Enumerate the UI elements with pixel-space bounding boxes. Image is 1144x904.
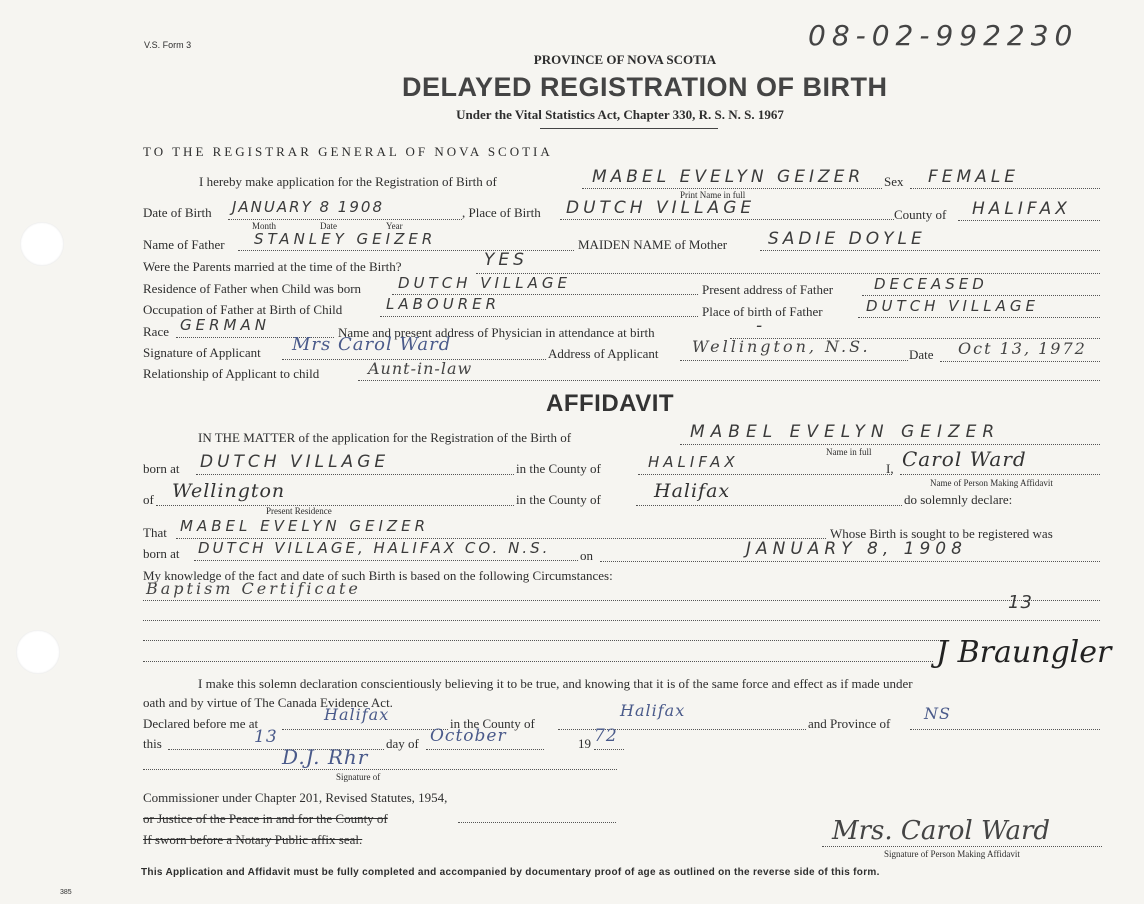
punch-hole-bottom [16, 630, 60, 674]
year-field-line [594, 749, 624, 750]
born-at-value: DUTCH VILLAGE [200, 452, 390, 472]
mother-name-line [760, 250, 1100, 251]
married-value: YES [484, 250, 528, 270]
affidavit-county2-label: in the County of [516, 492, 601, 507]
applicant-address-label: Address of Applicant [548, 346, 659, 361]
pob-field-line [560, 219, 894, 220]
page-subtitle: Under the Vital Statistics Act, Chapter 330, R. S. N. S. 1967 [456, 107, 784, 122]
year-caption: Year [386, 221, 403, 231]
father-name-value: STANLEY GEIZER [254, 230, 437, 248]
year-label: 19 [578, 736, 591, 751]
commissioner-signature-line [143, 769, 617, 770]
application-intro-label: I hereby make application for the Registration of Birth of [199, 174, 497, 189]
affiant-caption: Name of Person Making Affidavit [930, 478, 1053, 488]
of-label: of [143, 492, 154, 507]
footer-notice: This Application and Affidavit must be fully completed and accompanied by documentary proof of age as outlined on the reverse side of this form. [141, 867, 880, 878]
affiant-signature-caption: Signature of Person Making Affidavit [884, 849, 1020, 859]
physician-label: Name and present address of Physician in attendance at birth [338, 325, 655, 340]
day-of-label: day of [386, 736, 419, 751]
addressee-line: TO THE REGISTRAR GENERAL OF NOVA SCOTIA [143, 144, 553, 159]
knowledge-line-4 [143, 661, 933, 662]
print-name-caption: Print Name in full [680, 190, 746, 200]
relationship-field-line [358, 380, 1100, 381]
commissioner-signature-value: D.J. Rhr [282, 745, 369, 769]
knowledge-line-2 [143, 620, 1100, 621]
residence-label: Residence of Father when Child was born [143, 281, 362, 296]
margin-number: 13 [1008, 592, 1033, 613]
that-value: MABEL EVELYN GEIZER [180, 517, 430, 535]
occupation-label: Occupation of Father at Birth of Child [143, 302, 343, 317]
applicant-signature-value: Mrs Carol Ward [292, 334, 452, 355]
knowledge-label: My knowledge of the fact and date of such Birth is based on the following Circumstances: [143, 568, 613, 583]
matter-value: MABEL EVELYN GEIZER [690, 422, 1001, 442]
affidavit-county-line [638, 474, 892, 475]
present-residence-caption: Present Residence [266, 506, 332, 516]
province-label: and Province of [808, 716, 891, 731]
applicant-signature-label: Signature of Applicant [143, 345, 261, 360]
county-field-line [958, 220, 1100, 221]
this-label: this [143, 736, 162, 751]
dob-field-line [228, 219, 462, 220]
mother-name-label: MAIDEN NAME of Mother [578, 237, 728, 252]
occupation-field-line [380, 316, 698, 317]
father-birthplace-value: DUTCH VILLAGE [866, 297, 1039, 315]
place-of-birth-value: DUTCH VILLAGE [566, 198, 756, 218]
day-of-value: October [430, 726, 507, 746]
present-address-value: DECEASED [874, 275, 988, 293]
county-value: HALIFAX [972, 199, 1071, 219]
application-date-label: Date [909, 347, 934, 362]
name-field-line [582, 188, 882, 189]
applicant-address-line [680, 360, 908, 361]
affiant-residence-value: Wellington [172, 480, 286, 502]
signature-of-caption: Signature of [336, 772, 381, 782]
father-birthplace-line [858, 317, 1100, 318]
notary-label: If sworn before a Notary Public affix seal. [143, 832, 363, 847]
declared-value: Halifax [324, 705, 390, 724]
affiant-name-line [900, 474, 1100, 475]
application-date-value: Oct 13, 1972 [958, 339, 1087, 358]
province-field-line [910, 729, 1100, 730]
sex-label: Sex [884, 174, 904, 189]
date-caption: Date [320, 221, 337, 231]
day-of-field-line [426, 749, 544, 750]
file-number: 08-02-992230 [808, 19, 1079, 52]
father-birthplace-label: Place of birth of Father [702, 304, 823, 319]
knowledge-line-3 [143, 640, 943, 641]
month-caption: Month [252, 221, 277, 231]
physician-value: - [756, 316, 767, 336]
affidavit-county-value: HALIFAX [648, 453, 739, 471]
born-at-field-line [196, 474, 514, 475]
county3-label: in the County of [450, 716, 535, 731]
present-address-line [862, 295, 1100, 296]
child-name-value: MABEL EVELYN GEIZER [592, 167, 865, 187]
solemn-line-1: I make this solemn declaration conscientiously believing it to be true, and knowing that it is of the same force and effect as if made under [198, 676, 913, 691]
year-value: 72 [594, 726, 618, 746]
application-date-line [940, 361, 1100, 362]
born-at2-field-line [194, 560, 578, 561]
this-value: 13 [254, 727, 278, 747]
justice-field-line [458, 822, 616, 823]
father-name-label: Name of Father [143, 237, 225, 252]
born-at-label: born at [143, 461, 180, 476]
affiant-name-value: Carol Ward [902, 447, 1027, 471]
affidavit-county2-value: Halifax [654, 480, 731, 502]
on-value: JANUARY 8, 1908 [746, 539, 967, 559]
race-value: GERMAN [180, 316, 270, 334]
solemn-line-2: oath and by virtue of The Canada Evidence Act. [143, 695, 393, 710]
born-at2-label: born at [143, 546, 180, 561]
justice-label: or Justice of the Peace in and for the County of [143, 811, 388, 826]
matter-field-line [680, 444, 1100, 445]
footer-code: 385 [60, 889, 72, 896]
mother-name-value: SADIE DOYLE [768, 229, 926, 249]
affiant-signature-line [822, 846, 1102, 847]
province-value: NS [924, 704, 951, 723]
sought-label: Whose Birth is sought to be registered was [830, 526, 1053, 541]
affidavit-heading: AFFIDAVIT [546, 390, 675, 417]
dob-label: Date of Birth [143, 205, 212, 220]
dob-value: JANUARY 8 1908 [232, 198, 384, 216]
race-label: Race [143, 324, 169, 339]
affidavit-county2-line [636, 505, 902, 506]
commissioner-label: Commissioner under Chapter 201, Revised Statutes, 1954, [143, 790, 448, 805]
matter-label: IN THE MATTER of the application for the Registration of the Birth of [198, 430, 572, 445]
born-at2-value: DUTCH VILLAGE, HALIFAX CO. N.S. [198, 539, 551, 557]
place-of-birth-label: , Place of Birth [462, 205, 541, 220]
sex-field-line [910, 188, 1100, 189]
declared-label: Declared before me at [143, 716, 259, 731]
residence-value: DUTCH VILLAGE [398, 274, 571, 292]
occupation-value: LABOURER [386, 295, 501, 313]
relationship-value: Aunt-in-law [368, 359, 473, 378]
name-in-full-caption: Name in full [826, 447, 872, 457]
i-label: I, [886, 461, 894, 476]
county3-value: Halifax [620, 701, 686, 720]
on-field-line [600, 561, 1100, 562]
relationship-label: Relationship of Applicant to child [143, 366, 320, 381]
married-label: Were the Parents married at the time of the Birth? [143, 259, 402, 274]
province-heading: PROVINCE OF NOVA SCOTIA [533, 52, 717, 67]
county-label: County of [894, 207, 947, 222]
applicant-address-value: Wellington, N.S. [692, 337, 871, 356]
affidavit-county-label: in the County of [516, 461, 601, 476]
declared-field-line [282, 729, 448, 730]
that-label: That [143, 525, 167, 540]
declare-label: do solemnly declare: [904, 492, 1013, 507]
on-label: on [580, 548, 593, 563]
present-address-label: Present address of Father [702, 282, 834, 297]
sex-value: FEMALE [928, 167, 1020, 187]
page-title: DELAYED REGISTRATION OF BIRTH [402, 72, 888, 102]
knowledge-value: Baptism Certificate [146, 579, 361, 598]
punch-hole-top [20, 222, 64, 266]
residence-of-line [156, 505, 514, 506]
form-number: V.S. Form 3 [144, 40, 192, 50]
knowledge-line-1 [143, 600, 1100, 601]
margin-signature: J Braungler [936, 635, 1112, 670]
title-rule [540, 128, 718, 129]
affiant-signature-value: Mrs. Carol Ward [832, 816, 1051, 846]
